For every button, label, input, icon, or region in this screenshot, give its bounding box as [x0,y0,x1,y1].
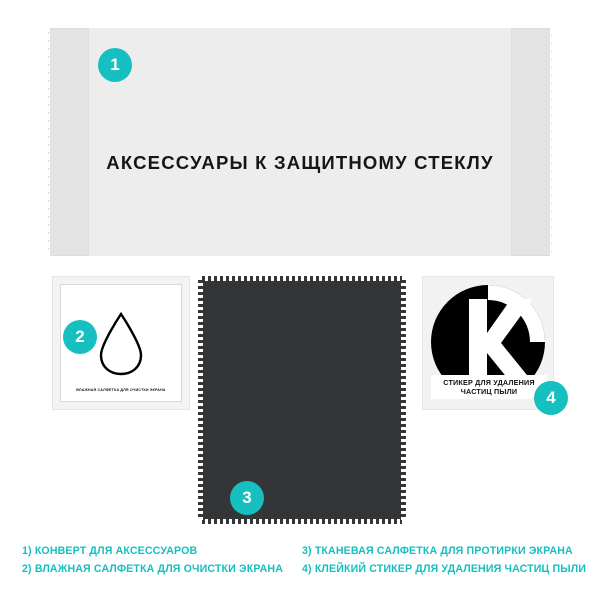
badge-1: 1 [98,48,132,82]
legend-item-1: 1) КОНВЕРТ ДЛЯ АКСЕССУАРОВ [22,545,198,557]
legend-column-left [22,542,302,578]
envelope-title: АКСЕССУАРЫ К ЗАЩИТНОМУ СТЕКЛУ [106,152,494,173]
badge-4: 4 [534,381,568,415]
cloth-left-edge [198,280,203,520]
legend [22,542,587,578]
cloth-bottom-edge [202,519,402,524]
dust-sticker-label-line2: ЧАСТИЦ ПЫЛИ [460,387,518,396]
envelope-left-serrated-edge [42,28,50,256]
cloth-body [202,280,402,520]
badge-3: 3 [230,481,264,515]
legend-item-2: 2) ВЛАЖНАЯ САЛФЕТКА ДЛЯ ОЧИСТКИ ЭКРАНА [22,563,284,575]
dust-sticker-label-line1: СТИКЕР ДЛЯ УДАЛЕНИЯ [443,378,535,387]
microfiber-cloth [198,276,406,524]
legend-item-3: 3) ТКАНЕВАЯ САЛФЕТКА ДЛЯ ПРОТИРКИ ЭКРАНА [302,545,573,557]
dust-removal-sticker [422,276,554,410]
cloth-right-edge [401,280,406,520]
wet-wipe-caption: ВЛАЖНАЯ САЛФЕТКА ДЛЯ ОЧИСТКИ ЭКРАНА [76,388,166,392]
envelope-right-serrated-edge [550,28,558,256]
envelope-flap [88,28,512,256]
legend-column-right [302,542,587,578]
dust-sticker-label [431,375,547,399]
legend-item-4: 4) КЛЕЙКИЙ СТИКЕР ДЛЯ УДАЛЕНИЯ ЧАСТИЦ ПЫЛИ [302,563,587,575]
badge-2: 2 [63,320,97,354]
cloth-top-edge [202,276,402,281]
water-drop-icon [95,311,147,377]
